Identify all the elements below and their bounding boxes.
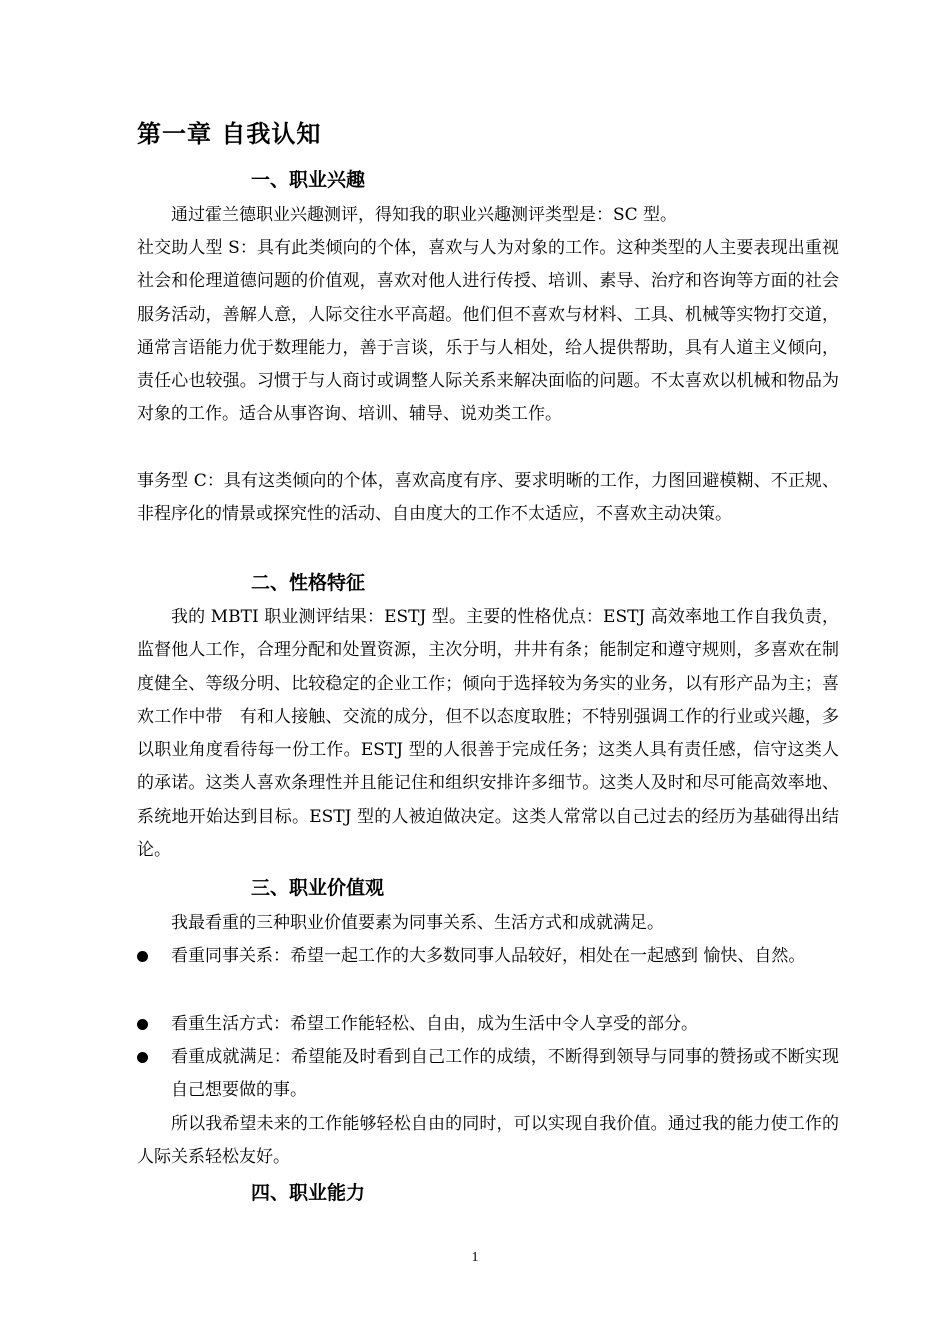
list-item-text: 看重同事关系：希望一起工作的大多数同事人品较好，相处在一起感到 愉快、自然。 — [171, 946, 806, 966]
section-heading-interest: 一、职业兴趣 — [251, 169, 366, 191]
list-item-text: 看重生活方式：希望工作能轻松、自由，成为生活中令人享受的部分。 — [171, 1014, 698, 1034]
paragraph-social-type: 社交助人型 S：具有此类倾向的个体，喜欢与人为对象的工作。这种类型的人主要表现出重视社会和伦理道德问题的价值观，喜欢对他人进行传授、培训、素导、治疗和咨询等方面的社会服务活动，善解人意，人际交往水平高超。他们但不喜欢与材料、工具、机械等实物打交道，通常言语能力优于数理能力，善于言谈，乐于与人相处，给人提供帮助，具有人道主义倾向，责任心也较强。习惯于与人商讨或调整人际关系来解决面临的问题。不太喜欢以机械和物品为对象的工作。适合从事咨询、培训、辅导、说劝类工作。 — [137, 238, 839, 425]
paragraph-interest-result: 通过霍兰德职业兴趣测评，得知我的职业兴趣测评类型是：SC 型。 — [171, 205, 678, 225]
bullet-icon — [137, 1019, 148, 1030]
page-number: 1 — [471, 1250, 479, 1265]
paragraph-conventional-type: 事务型 C：具有这类倾向的个体，喜欢高度有序、要求明晰的工作，力图回避模糊、不正规、非程序化的情景或探究性的活动、自由度大的工作不太适应，不喜欢主动决策。 — [137, 471, 839, 525]
list-item-text: 看重成就满足：希望能及时看到自己工作的成绩，不断得到领导与同事的赞扬或不断实现自己想要做的事。 — [171, 1047, 839, 1101]
bullet-icon — [137, 1052, 148, 1063]
paragraph-values-intro: 我最看重的三种职业价值要素为同事关系、生活方式和成就满足。 — [171, 913, 664, 933]
paragraph-mbti: 我的 MBTI 职业测评结果：ESTJ 型。主要的性格优点：ESTJ 高效率地工作自我负责，监督他人工作，合理分配和处置资源，主次分明，井井有条；能制定和遵守规则，多喜欢在制度健全、等级分明、比较稳定的企业工作；倾向于选择较为务实的业务，以有形产品为主；喜欢工作中带 有和人接触、交流的成分，但不以态度取胜；不特别强调工作的行业或兴趣，多以职业角度看待每一份工作。ESTJ 型的人很善于完成任务；这类人具有责任感，信守这类人的承诺。这类人喜欢条理性并且能记住和组织安排许多细节。这类人及时和尽可能高效率地、系统地开始达到目标。ESTJ 型的人被迫做决定。这类人常常以自己过去的经历为基础得出结论。 — [137, 607, 839, 861]
section-heading-personality: 二、性格特征 — [251, 572, 366, 594]
chapter-title: 第一章 自我认知 — [137, 120, 322, 148]
section-heading-ability: 四、职业能力 — [251, 1182, 366, 1204]
section-heading-values: 三、职业价值观 — [251, 877, 385, 899]
paragraph-values-conclusion: 所以我希望未来的工作能够轻松自由的同时，可以实现自我价值。通过我的能力使工作的人际关系轻松友好。 — [137, 1114, 839, 1168]
bullet-icon — [137, 951, 148, 962]
